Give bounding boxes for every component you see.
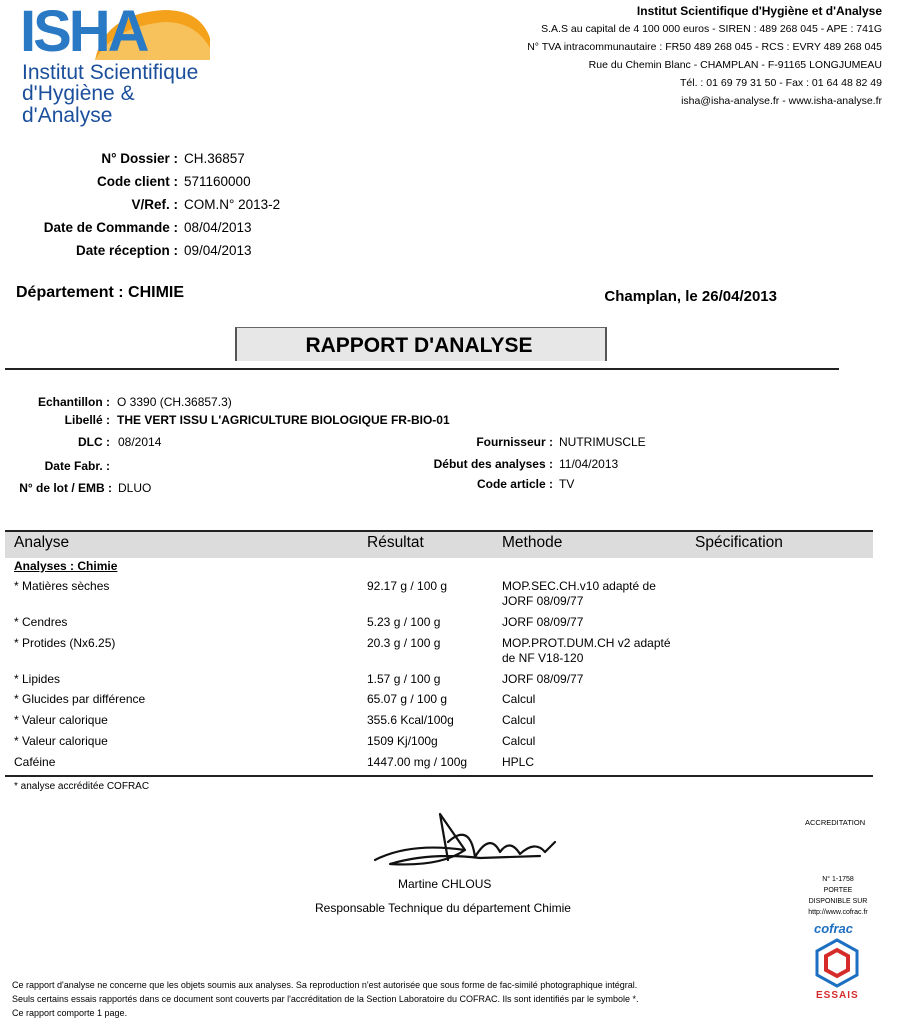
- report-title: RAPPORT D'ANALYSE: [305, 334, 533, 357]
- cell-resultat: 355.6 Kcal/100g: [367, 713, 454, 727]
- fournisseur-value: NUTRIMUSCLE: [559, 435, 646, 449]
- cell-methode: JORF 08/09/77: [502, 672, 584, 686]
- company-address: Rue du Chemin Blanc - CHAMPLAN - F-91165 LONGJUMEAU: [588, 59, 882, 71]
- accreditation-url: http://www.cofrac.fr: [808, 909, 868, 916]
- cell-resultat: 92.17 g / 100 g: [367, 579, 448, 593]
- debut-label: Début des analyses :: [433, 457, 553, 471]
- cell-methode: Calcul: [502, 692, 536, 706]
- company-name: Institut Scientifique d'Hygiène et d'Analyse: [636, 4, 882, 18]
- dossier-row: [0, 239, 280, 262]
- table-section: Analyses : Chimie: [14, 559, 118, 573]
- dossier-value: COM.N° 2013-2: [184, 197, 281, 212]
- libelle-label: Libellé :: [64, 413, 110, 427]
- cell-methode-2: JORF 08/09/77: [502, 594, 584, 608]
- dossier-row: [0, 170, 280, 193]
- cell-resultat: 20.3 g / 100 g: [367, 636, 441, 650]
- cell-analyse: * Protides (Nx6.25): [14, 636, 116, 650]
- footer-line: Ce rapport d'analyse ne concerne que les objets soumis aux analyses. Sa reproduction n'est autorisée que sous forme de fac-similé photographique intégral.: [12, 980, 638, 990]
- place-date: Champlan, le 26/04/2013: [604, 288, 777, 305]
- dossier-value: CH.36857: [184, 151, 245, 166]
- signatory-role: Responsable Technique du département Chimie: [315, 901, 571, 915]
- divider: [5, 368, 839, 370]
- cell-resultat: 1.57 g / 100 g: [367, 672, 441, 686]
- cell-resultat: 1509 Kj/100g: [367, 734, 438, 748]
- cell-analyse: * Cendres: [14, 615, 68, 629]
- accreditation-title: ACCREDITATION: [805, 818, 866, 827]
- accreditation-portee: PORTEE: [823, 887, 853, 894]
- company-tva: N° TVA intracommunautaire : FR50 489 268 045 - RCS : EVRY 489 268 045: [527, 41, 882, 53]
- company-email: isha@isha-analyse.fr - www.isha-analyse.fr: [681, 95, 882, 107]
- cell-resultat: 1447.00 mg / 100g: [367, 755, 468, 769]
- dossier-row: [0, 216, 280, 239]
- cofrac-brand: cofrac: [814, 921, 854, 936]
- fournisseur-label: Fournisseur :: [476, 435, 553, 449]
- code-article-value: TV: [559, 477, 575, 491]
- echantillon-value: O 3390 (CH.36857.3): [117, 395, 232, 409]
- col-specification: Spécification: [695, 534, 783, 551]
- dossier-label: Date de Commande :: [43, 220, 178, 235]
- dossier-block: [0, 147, 280, 262]
- dossier-value: 571160000: [184, 174, 251, 189]
- cell-resultat: 65.07 g / 100 g: [367, 692, 448, 706]
- code-article-label: Code article :: [476, 477, 553, 491]
- col-methode: Methode: [502, 534, 563, 551]
- col-resultat: Résultat: [367, 534, 424, 551]
- dossier-row: [0, 147, 280, 170]
- cell-analyse: Caféine: [14, 755, 56, 769]
- company-phone: Tél. : 01 69 79 31 50 - Fax : 01 64 48 82 49: [680, 77, 882, 89]
- logo: [0, 0, 230, 127]
- signature-scribble: [370, 812, 585, 874]
- dossier-label: Date réception :: [75, 243, 178, 258]
- cell-analyse: * Matières sèches: [14, 579, 110, 593]
- table-bottom-divider: [5, 775, 873, 777]
- libelle-value: THE VERT ISSU L'AGRICULTURE BIOLOGIQUE FR-BIO-01: [117, 413, 450, 427]
- cell-analyse: * Glucides par différence: [14, 692, 146, 706]
- cell-methode-2: de NF V18-120: [502, 651, 584, 665]
- debut-value: 11/04/2013: [559, 457, 619, 471]
- cell-methode: Calcul: [502, 713, 536, 727]
- cell-methode: HPLC: [502, 755, 535, 769]
- dossier-row: [0, 193, 280, 216]
- accreditation-number: N° 1-1758: [822, 876, 854, 883]
- cell-analyse: * Lipides: [14, 672, 61, 686]
- signatory-name: Martine CHLOUS: [398, 877, 492, 891]
- datefabr-label: Date Fabr. :: [44, 459, 110, 473]
- cell-methode: MOP.PROT.DUM.CH v2 adapté: [502, 636, 671, 650]
- dossier-value: 09/04/2013: [184, 243, 252, 258]
- cofrac-note: * analyse accréditée COFRAC: [14, 781, 150, 792]
- cell-analyse: * Valeur calorique: [14, 734, 108, 748]
- company-capital: S.A.S au capital de 4 100 000 euros - SIREN : 489 268 045 - APE : 741G: [541, 23, 882, 35]
- cell-methode: MOP.SEC.CH.v10 adapté de: [502, 579, 656, 593]
- logo-line1: Institut Scientifique: [22, 61, 199, 84]
- cofrac-hexagon-icon: [814, 938, 860, 988]
- accreditation-info: [798, 874, 878, 918]
- echantillon-label: Echantillon :: [38, 395, 110, 409]
- accreditation-dispo: DISPONIBLE SUR: [808, 898, 868, 905]
- dossier-value: 08/04/2013: [184, 220, 252, 235]
- cofrac-logo: [812, 921, 862, 1005]
- footer-line: Seuls certains essais rapportés dans ce document sont couverts par l'accréditation de la Section Laboratoire du COFRAC. Ils sont identifiés par le symbole *.: [12, 994, 639, 1004]
- cell-methode: Calcul: [502, 734, 536, 748]
- dossier-label: Code client :: [96, 174, 178, 189]
- lot-value: DLUO: [118, 481, 152, 495]
- legal-footer: [12, 978, 639, 1020]
- dossier-label: N° Dossier :: [101, 151, 178, 166]
- cell-analyse: * Valeur calorique: [14, 713, 108, 727]
- cofrac-essais: ESSAIS: [816, 990, 859, 1001]
- cell-methode: JORF 08/09/77: [502, 615, 584, 629]
- lot-label: N° de lot / EMB :: [19, 481, 112, 495]
- logo-line2: d'Hygiène & d'Analyse: [22, 82, 135, 127]
- company-header: [527, 2, 882, 110]
- cell-resultat: 5.23 g / 100 g: [367, 615, 441, 629]
- dlc-label: DLC :: [78, 435, 110, 449]
- department: Département : CHIMIE: [16, 284, 185, 301]
- logo-brand: ISHA: [20, 0, 147, 64]
- dlc-value: 08/2014: [118, 435, 162, 449]
- footer-line: Ce rapport comporte 1 page.: [12, 1008, 128, 1018]
- col-analyse: Analyse: [14, 534, 70, 551]
- dossier-label: V/Ref. :: [131, 197, 178, 212]
